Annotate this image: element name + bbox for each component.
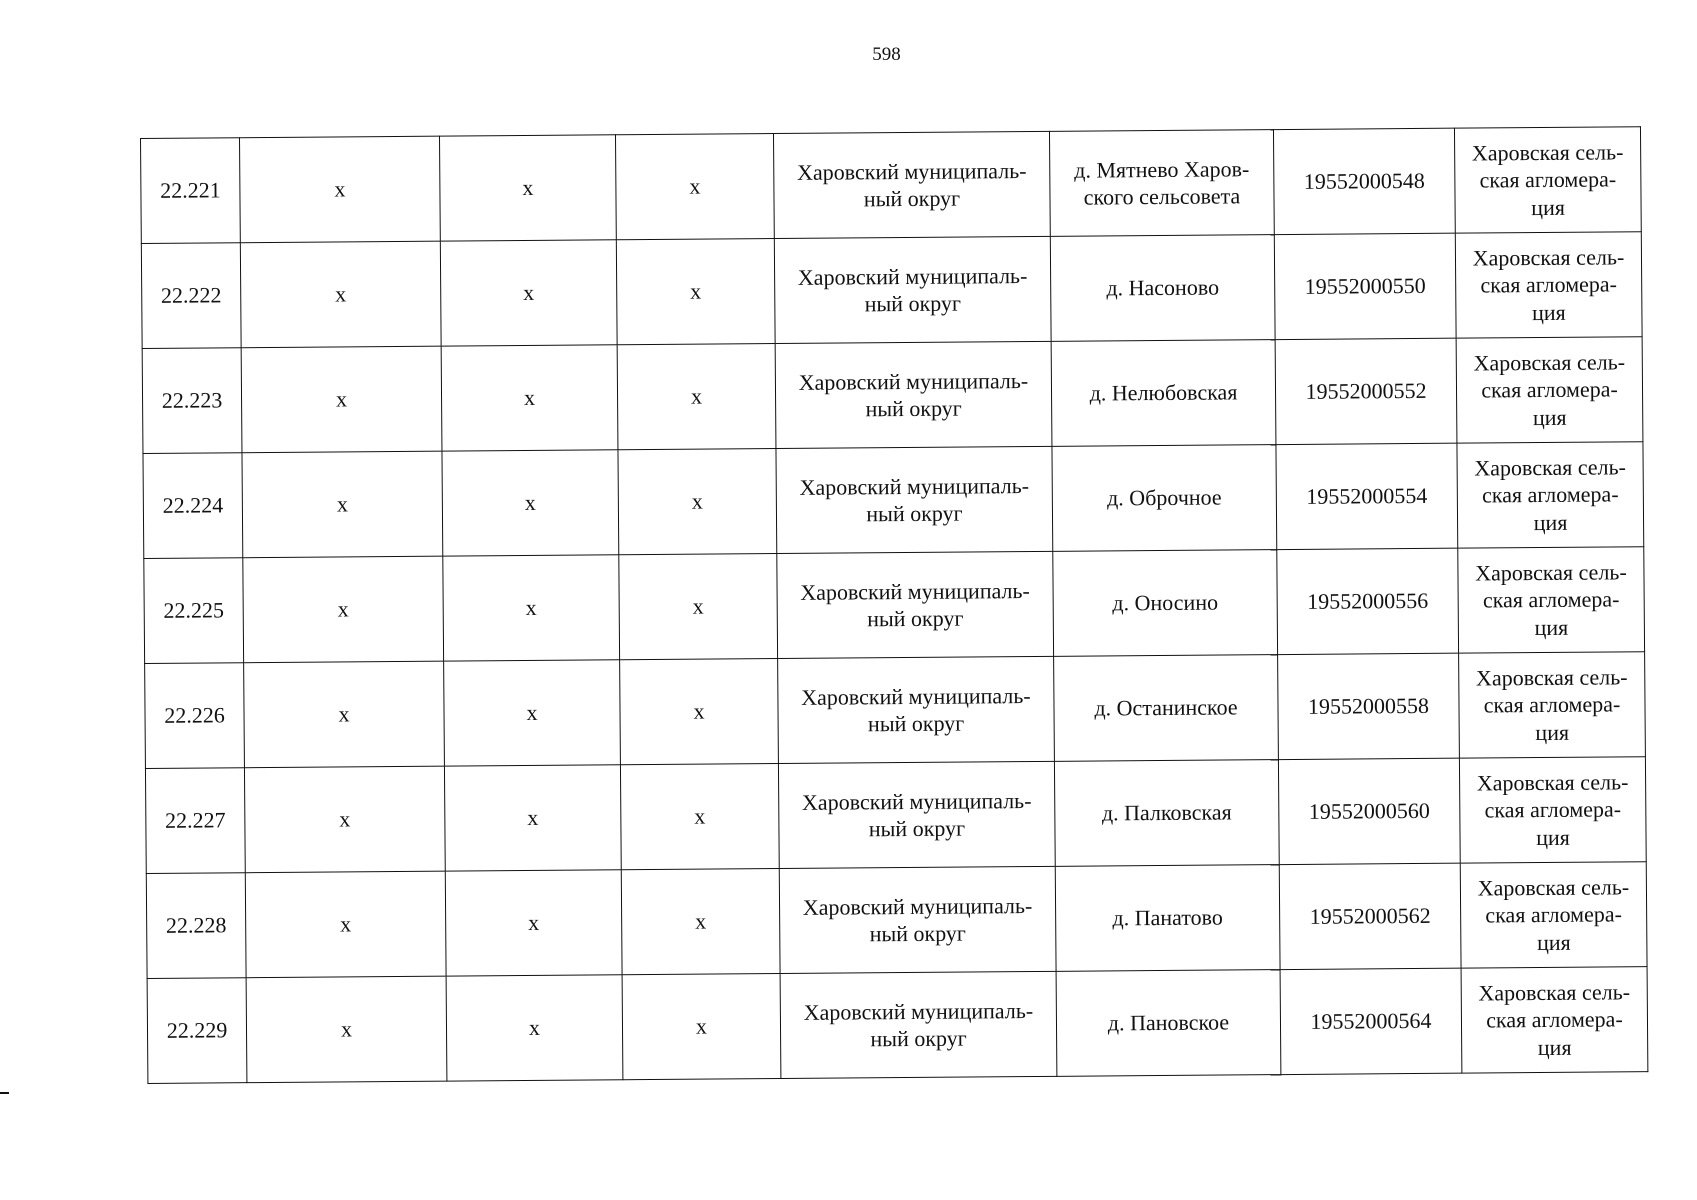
column-3-cell: x xyxy=(444,765,621,871)
column-4-cell: x xyxy=(619,554,778,660)
table-row xyxy=(145,757,1646,874)
oktmo-code-cell: 19552000562 xyxy=(1279,863,1461,969)
settlement-cell: д. Мятнево Харов- ского сельсовета xyxy=(1049,130,1274,237)
column-3-cell: x xyxy=(444,660,621,766)
column-2-cell: x xyxy=(241,346,442,453)
column-4-cell: x xyxy=(615,134,774,240)
district-cell: Харовский муниципаль- ный округ xyxy=(773,131,1050,238)
table-row xyxy=(143,442,1644,559)
column-4-cell: x xyxy=(617,344,776,450)
oktmo-code-cell: 19552000548 xyxy=(1273,128,1455,234)
column-2-cell: x xyxy=(240,136,441,243)
oktmo-code-cell: 19552000552 xyxy=(1275,338,1457,444)
column-3-cell: x xyxy=(441,345,618,451)
row-number-cell: 22.228 xyxy=(146,873,246,979)
page-number: 598 xyxy=(872,44,901,65)
column-2-cell: x xyxy=(242,451,443,558)
oktmo-code-cell: 19552000558 xyxy=(1278,653,1460,759)
district-cell: Харовский муниципаль- ный округ xyxy=(775,341,1052,448)
agglomeration-cell: Харовская сель- ская агломера- ция xyxy=(1461,967,1648,1073)
district-cell: Харовский муниципаль- ный округ xyxy=(776,446,1053,553)
agglomeration-cell: Харовская сель- ская агломера- ция xyxy=(1459,757,1646,863)
oktmo-code-cell: 19552000554 xyxy=(1276,443,1458,549)
column-4-cell: x xyxy=(620,659,779,765)
row-number-cell: 22.224 xyxy=(143,453,243,559)
settlement-cell: д. Насоново xyxy=(1050,235,1275,342)
settlement-cell: д. Оносино xyxy=(1053,550,1278,657)
district-cell: Харовский муниципаль- ный округ xyxy=(780,971,1057,1078)
agglomeration-cell: Харовская сель- ская агломера- ция xyxy=(1458,547,1645,653)
column-4-cell: x xyxy=(622,973,781,1079)
table-row xyxy=(145,652,1646,769)
district-cell: Харовский муниципаль- ный округ xyxy=(774,236,1051,343)
district-cell: Харовский муниципаль- ный округ xyxy=(778,761,1055,868)
column-3-cell: x xyxy=(440,240,617,346)
agglomeration-cell: Харовская сель- ская агломера- ция xyxy=(1460,862,1647,968)
oktmo-code-cell: 19552000564 xyxy=(1280,968,1462,1074)
row-number-cell: 22.225 xyxy=(144,558,244,664)
district-cell: Харовский муниципаль- ный округ xyxy=(779,866,1056,973)
row-number-cell: 22.223 xyxy=(142,348,242,454)
column-3-cell: x xyxy=(442,450,619,556)
column-2-cell: x xyxy=(244,766,445,873)
table-body xyxy=(141,127,1648,1084)
settlement-cell: д. Панатово xyxy=(1055,865,1280,972)
oktmo-code-cell: 19552000550 xyxy=(1274,233,1456,339)
column-3-cell: x xyxy=(439,135,616,241)
margin-mark xyxy=(0,1092,9,1094)
agglomeration-cell: Харовская сель- ская агломера- ция xyxy=(1459,652,1646,758)
agglomeration-cell: Харовская сель- ская агломера- ция xyxy=(1455,232,1642,338)
agglomeration-cell: Харовская сель- ская агломера- ция xyxy=(1454,127,1641,233)
column-4-cell: x xyxy=(621,869,780,975)
row-number-cell: 22.229 xyxy=(147,978,247,1084)
settlement-cell: д. Нелюбовская xyxy=(1051,340,1276,447)
agglomeration-cell: Харовская сель- ская агломера- ция xyxy=(1457,442,1644,548)
settlement-cell: д. Пановское xyxy=(1056,970,1281,1077)
table-row xyxy=(141,127,1642,244)
column-4-cell: x xyxy=(620,764,779,870)
registry-table xyxy=(140,126,1648,1084)
column-2-cell: x xyxy=(243,556,444,663)
column-3-cell: x xyxy=(446,975,623,1081)
column-2-cell: x xyxy=(246,976,447,1083)
column-4-cell: x xyxy=(618,449,777,555)
row-number-cell: 22.221 xyxy=(141,138,241,244)
table-row xyxy=(144,547,1645,664)
column-2-cell: x xyxy=(244,661,445,768)
column-2-cell: x xyxy=(240,241,441,348)
table-row xyxy=(141,232,1642,349)
table-row xyxy=(146,862,1647,979)
table-row xyxy=(147,967,1648,1084)
column-3-cell: x xyxy=(443,555,620,661)
district-cell: Харовский муниципаль- ный округ xyxy=(778,656,1055,763)
column-3-cell: x xyxy=(445,870,622,976)
registry-table-container xyxy=(140,126,1647,1084)
agglomeration-cell: Харовская сель- ская агломера- ция xyxy=(1456,337,1643,443)
row-number-cell: 22.227 xyxy=(145,768,245,874)
row-number-cell: 22.222 xyxy=(141,243,241,349)
row-number-cell: 22.226 xyxy=(145,663,245,769)
settlement-cell: д. Палковская xyxy=(1054,760,1279,867)
table-row xyxy=(142,337,1643,454)
oktmo-code-cell: 19552000556 xyxy=(1277,548,1459,654)
settlement-cell: д. Оброчное xyxy=(1052,445,1277,552)
column-4-cell: x xyxy=(616,239,775,345)
column-2-cell: x xyxy=(245,871,446,978)
settlement-cell: д. Останинское xyxy=(1054,655,1279,762)
oktmo-code-cell: 19552000560 xyxy=(1278,758,1460,864)
district-cell: Харовский муниципаль- ный округ xyxy=(777,551,1054,658)
